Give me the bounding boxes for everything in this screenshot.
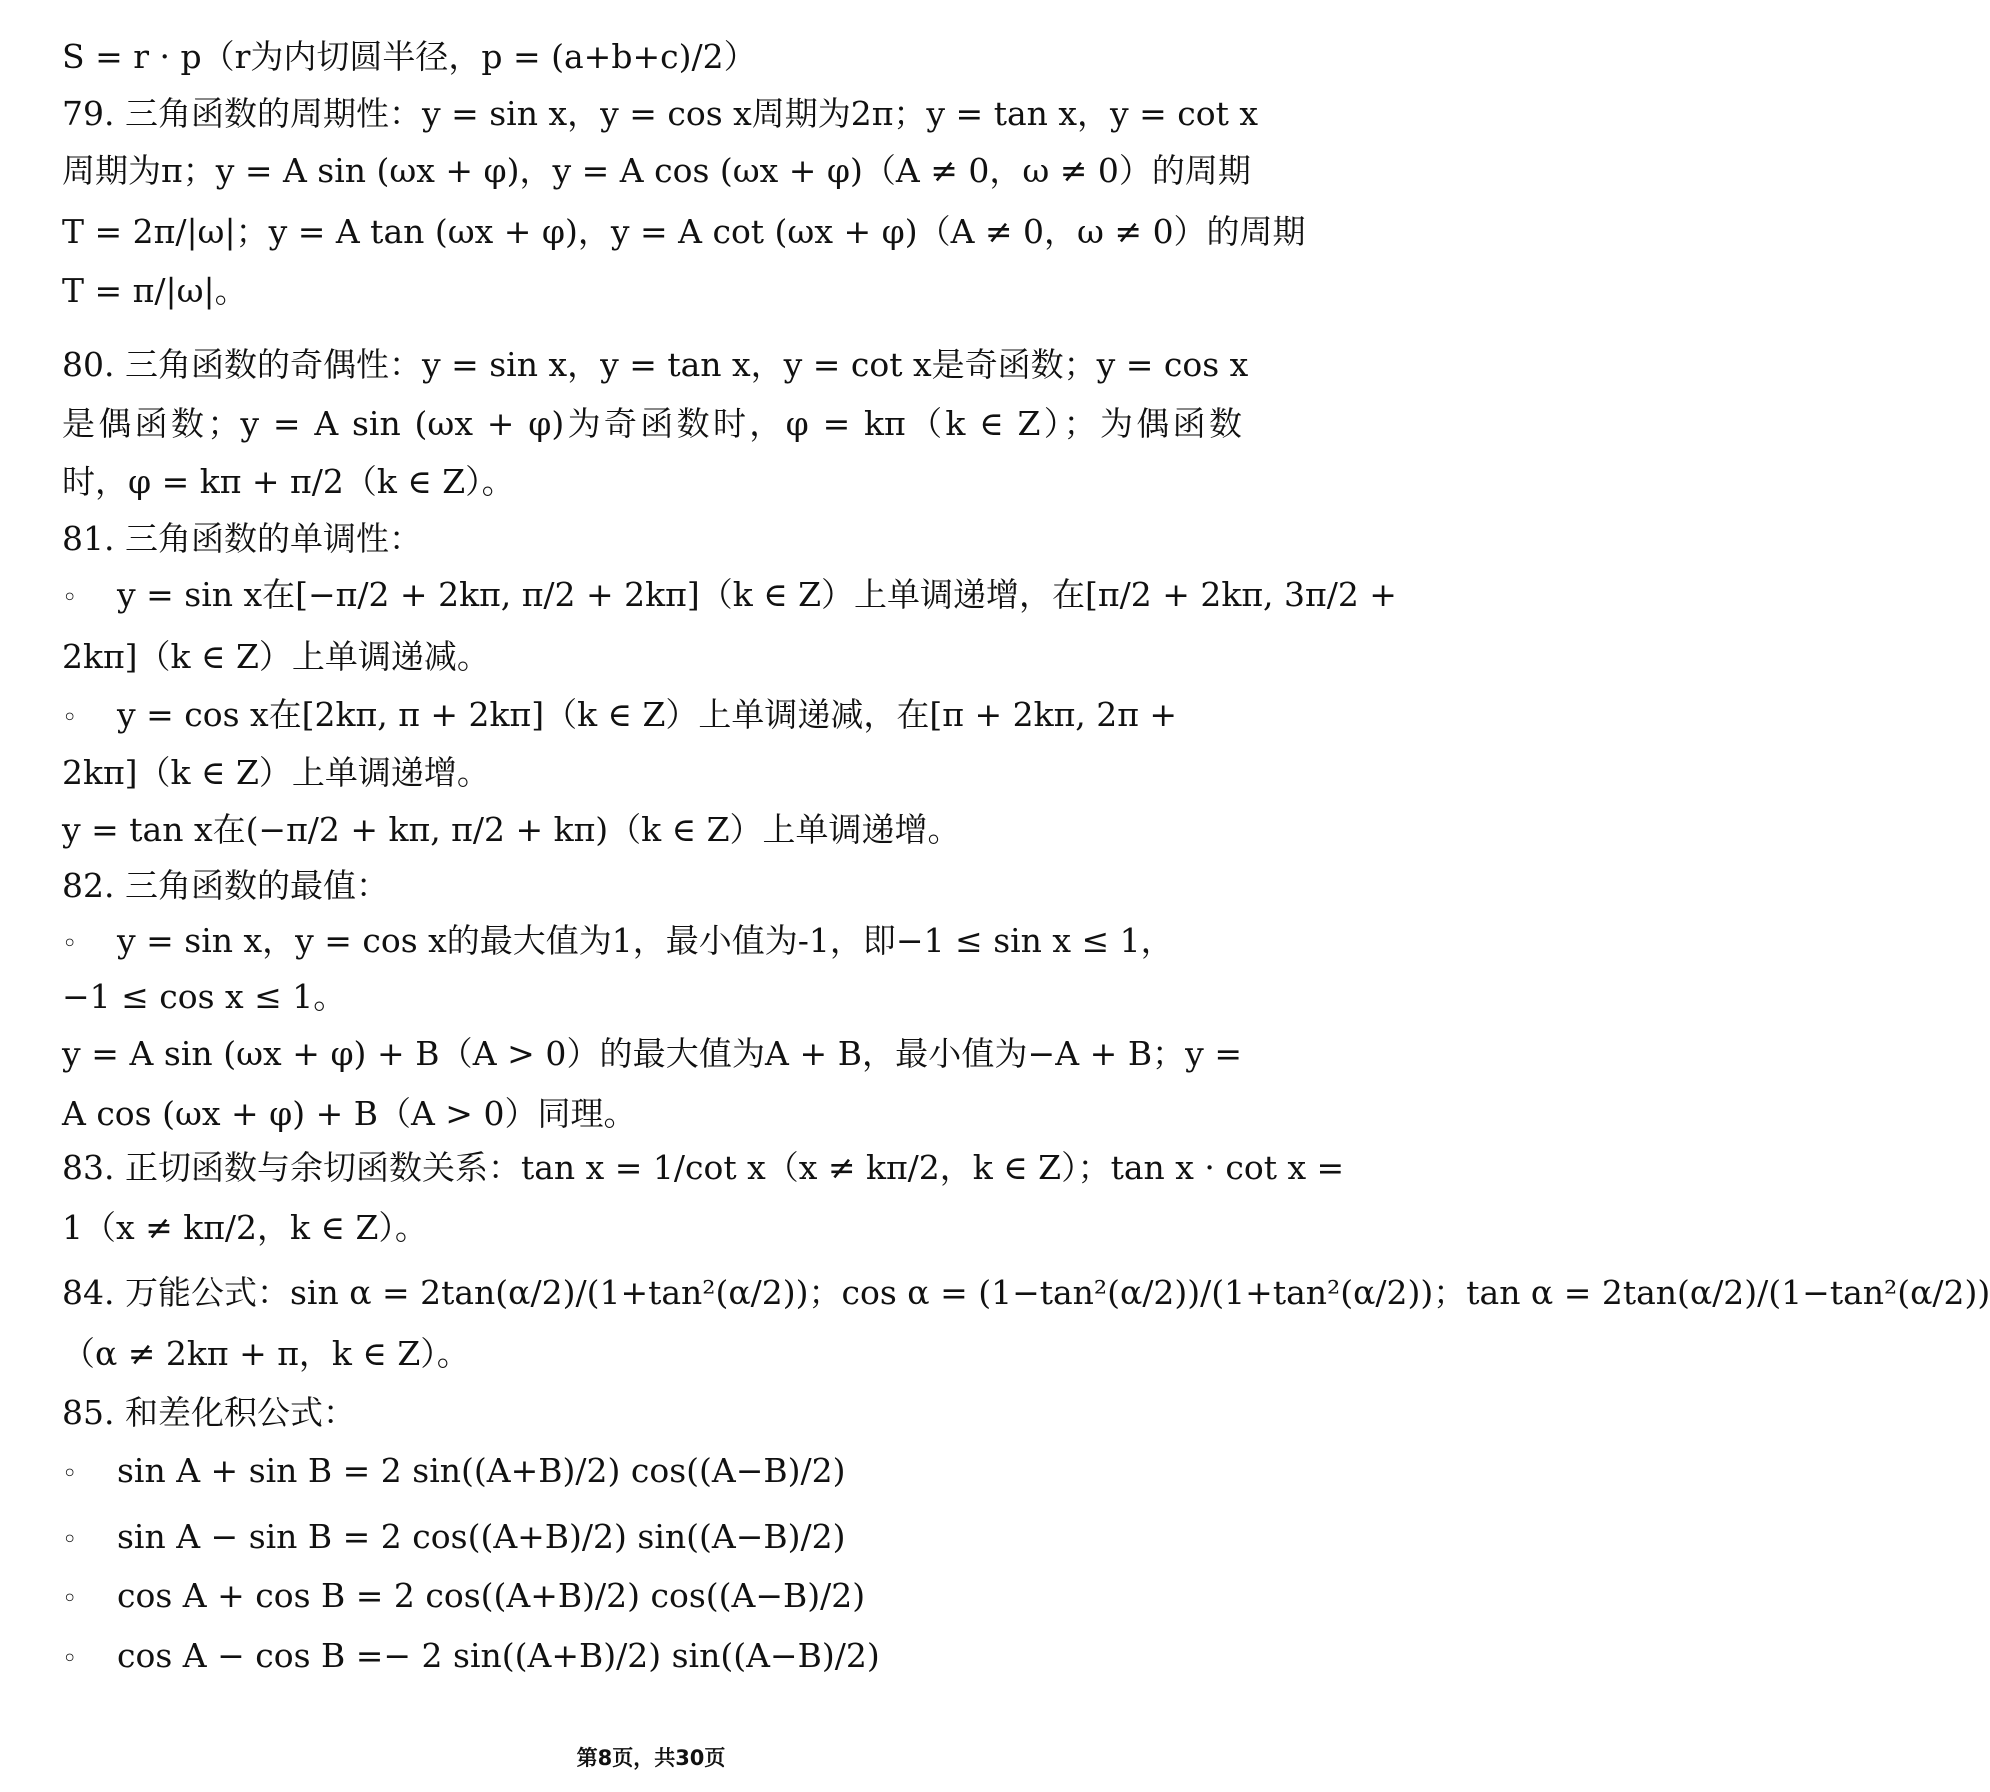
text-line-l05: 80. 三角函数的奇偶性：y = sin x，y = tan x，y = cot x是奇函数；y = cos x	[62, 345, 1249, 384]
bullet-text: cos A − cos B =− 2 sin((A+B)/2) sin((A−B)/2)	[117, 1636, 880, 1675]
bullet-icon: ◦	[62, 1644, 78, 1674]
text-line-l16: −1 ≤ cos x ≤ 1。	[62, 977, 347, 1016]
text-line-l00: S = r · p（r为内切圆半径，p = (a+b+c)/2）	[62, 37, 757, 76]
text-line-l20: 1（x ≠ kπ/2，k ∈ Z）。	[62, 1208, 428, 1247]
text-line-l12: 2kπ]（k ∈ Z）上单调递增。	[62, 753, 490, 792]
text-line-l02: 周期为π；y = A sin (ωx + φ)，y = A cos (ωx + φ)（A ≠ 0，ω ≠ 0）的周期	[62, 151, 1251, 190]
text-line-l10: 2kπ]（k ∈ Z）上单调递减。	[62, 637, 490, 676]
text-line-l15	[62, 912, 1242, 970]
bullet-icon: ◦	[62, 1459, 78, 1489]
bullet-text: sin A + sin B = 2 sin((A+B)/2) cos((A−B)/2)	[117, 1451, 846, 1490]
bullet-icon: ◦	[62, 929, 78, 959]
text-line-l09	[62, 566, 1397, 624]
page-footer: 第8页，共30页	[576, 1746, 726, 1770]
text-line-l27	[62, 1627, 1242, 1685]
text-line-l06: 是偶函数；y = A sin (ωx + φ)为奇函数时，φ = kπ（k ∈ Z）；为偶函数	[62, 404, 1242, 443]
text-line-l08: 81. 三角函数的单调性：	[62, 519, 422, 558]
text-line-l23: 85. 和差化积公式：	[62, 1393, 356, 1432]
text-line-l07: 时，φ = kπ + π/2（k ∈ Z）。	[62, 462, 515, 501]
bullet-icon: ◦	[62, 1525, 78, 1555]
text-line-l14: 82. 三角函数的最值：	[62, 866, 389, 905]
text-line-l18: A cos (ωx + φ) + B（A > 0）同理。	[62, 1094, 637, 1133]
text-line-l13: y = tan x在(−π/2 + kπ, π/2 + kπ)（k ∈ Z）上单调递增。	[62, 810, 961, 849]
text-line-l26	[62, 1567, 1242, 1625]
bullet-text: y = sin x在[−π/2 + 2kπ, π/2 + 2kπ]（k ∈ Z）上单调递增，在[π/2 + 2kπ, 3π/2 +	[117, 575, 1397, 614]
bullet-text: sin A − sin B = 2 cos((A+B)/2) sin((A−B)/2)	[117, 1517, 846, 1556]
text-line-l19: 83. 正切函数与余切函数关系：tan x = 1/cot x（x ≠ kπ/2，k ∈ Z）；tan x · cot x =	[62, 1148, 1345, 1187]
bullet-text: y = sin x，y = cos x的最大值为1，最小值为-1，即−1 ≤ sin x ≤ 1，	[117, 921, 1174, 960]
text-line-l24	[62, 1442, 1242, 1500]
bullet-icon: ◦	[62, 703, 78, 733]
text-line-l25	[62, 1508, 1242, 1566]
text-line-l01: 79. 三角函数的周期性：y = sin x，y = cos x周期为2π；y = tan x，y = cot x	[62, 94, 1258, 133]
text-line-l04: T = π/|ω|。	[62, 271, 248, 310]
bullet-text: y = cos x在[2kπ, π + 2kπ]（k ∈ Z）上单调递减，在[π + 2kπ, 2π +	[117, 695, 1178, 734]
text-line-l17: y = A sin (ωx + φ) + B（A > 0）的最大值为A + B，最小值为−A + B；y =	[62, 1034, 1242, 1073]
bullet-text: cos A + cos B = 2 cos((A+B)/2) cos((A−B)/2)	[117, 1576, 866, 1615]
text-line-l03: T = 2π/|ω|；y = A tan (ωx + φ)，y = A cot (ωx + φ)（A ≠ 0，ω ≠ 0）的周期	[62, 212, 1306, 251]
text-line-l11	[62, 686, 1242, 744]
text-line-l22: （α ≠ 2kπ + π，k ∈ Z）。	[62, 1334, 470, 1373]
bullet-icon: ◦	[62, 583, 78, 613]
bullet-icon: ◦	[62, 1584, 78, 1614]
text-line-l21: 84. 万能公式：sin α = 2tan(α/2)/(1+tan²(α/2))；cos α = (1−tan²(α/2))/(1+tan²(α/2))；tan α = 2tan(α/2)/(1−tan²(α/2))	[62, 1273, 1990, 1312]
